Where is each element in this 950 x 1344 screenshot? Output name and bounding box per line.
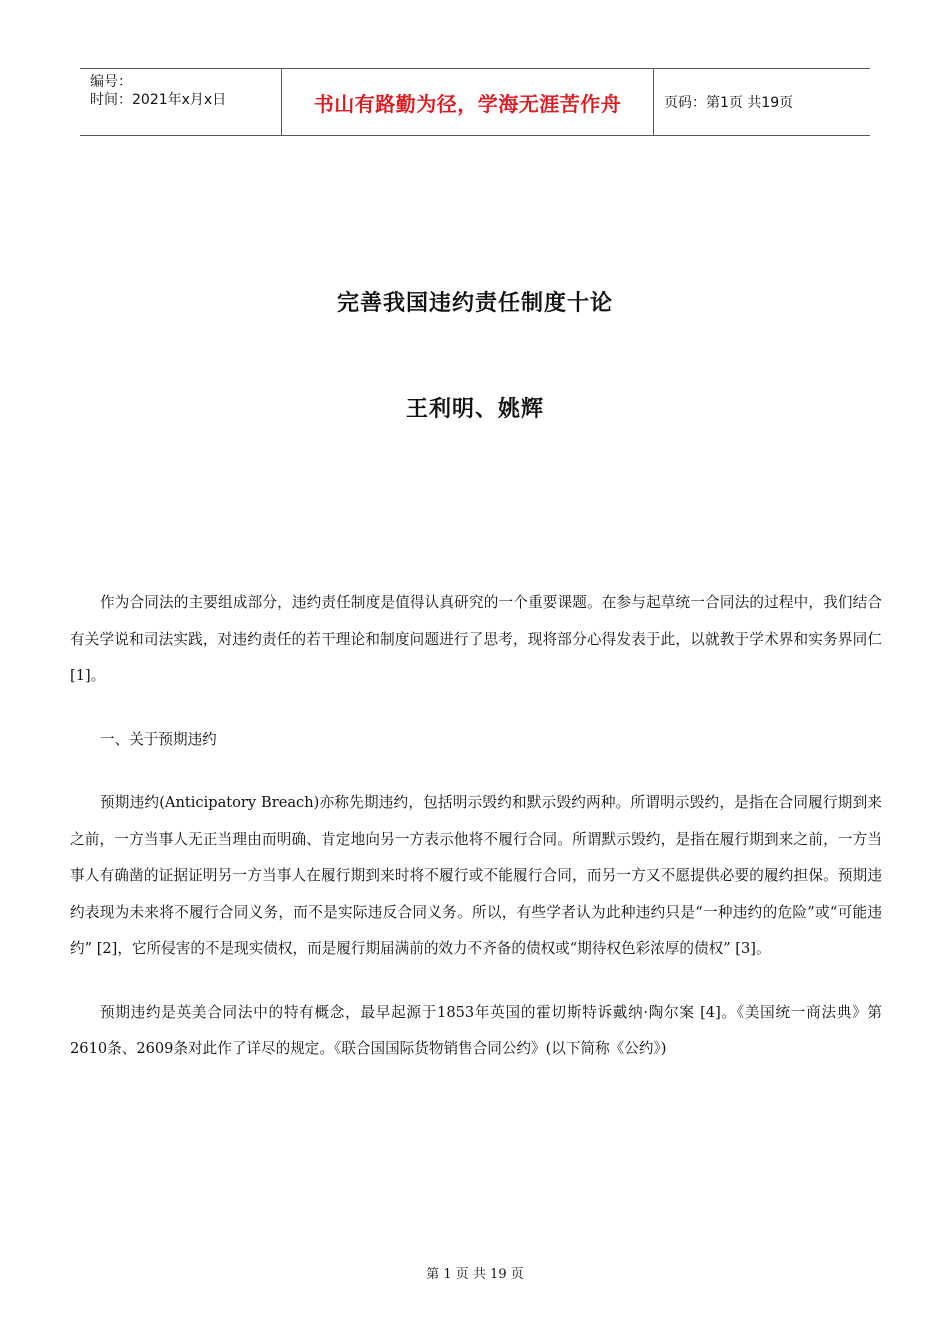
body-paragraph-origin: 预期违约是英美合同法中的特有概念，最早起源于1853年英国的霍切斯特诉戴纳·陶尔案 [4]。《美国统一商法典》第2610条、2609条对此作了详尽的规定。《联合国国际货物销售合同公约》(以下简称《公约》) xyxy=(70,1003,882,1057)
section-heading: 一、关于预期违约 xyxy=(100,730,217,748)
page-footer: 第 1 页 共 19 页 xyxy=(426,1267,524,1282)
header-meta-cell xyxy=(80,69,281,135)
document-number-label: 编号： xyxy=(90,74,132,90)
document-header xyxy=(80,68,870,136)
document-time-label: 时间：2021年x月x日 xyxy=(90,92,227,108)
header-page-number: 页码：第1页 共19页 xyxy=(664,95,794,111)
document-title: 完善我国违约责任制度十论 xyxy=(336,291,613,316)
body-paragraph-anticipatory-breach: 预期违约(Anticipatory Breach)亦称先期违约，包括明示毁约和默示毁约两种。所谓明示毁约，是指在合同履行期到来之前，一方当事人无正当理由而明确、肯定地向另一方表示他将不履行合同。所谓默示毁约，是指在履行期到来之前，一方当事人有确凿的证据证明另一方当事人在履行期到来时将不履行或不能履行合同，而另一方又不愿提供必要的履约担保。预期违约表现为未来将不履行合同义务，而不是实际违反合同义务。所以，有些学者认为此种违约只是“一种违约的危险”或“可能违约” [2]，它所侵害的不是现实债权，而是履行期届满前的效力不齐备的债权或“期待权色彩浓厚的债权” [3]。 xyxy=(70,794,882,957)
document-authors: 王利明、姚辉 xyxy=(405,397,544,422)
header-motto-cell xyxy=(281,69,654,135)
document-body xyxy=(70,585,882,1095)
body-paragraph-intro: 作为合同法的主要组成部分，违约责任制度是值得认真研究的一个重要课题。在参与起草统一合同法的过程中，我们结合有关学说和司法实践，对违约责任的若干理论和制度问题进行了思考，现将部分心得发表于此，以就教于学术界和实务界同仁 [1]。 xyxy=(70,594,882,684)
header-motto: 书山有路勤为径，学海无涯苦作舟 xyxy=(313,91,622,116)
header-page-cell xyxy=(654,69,870,135)
